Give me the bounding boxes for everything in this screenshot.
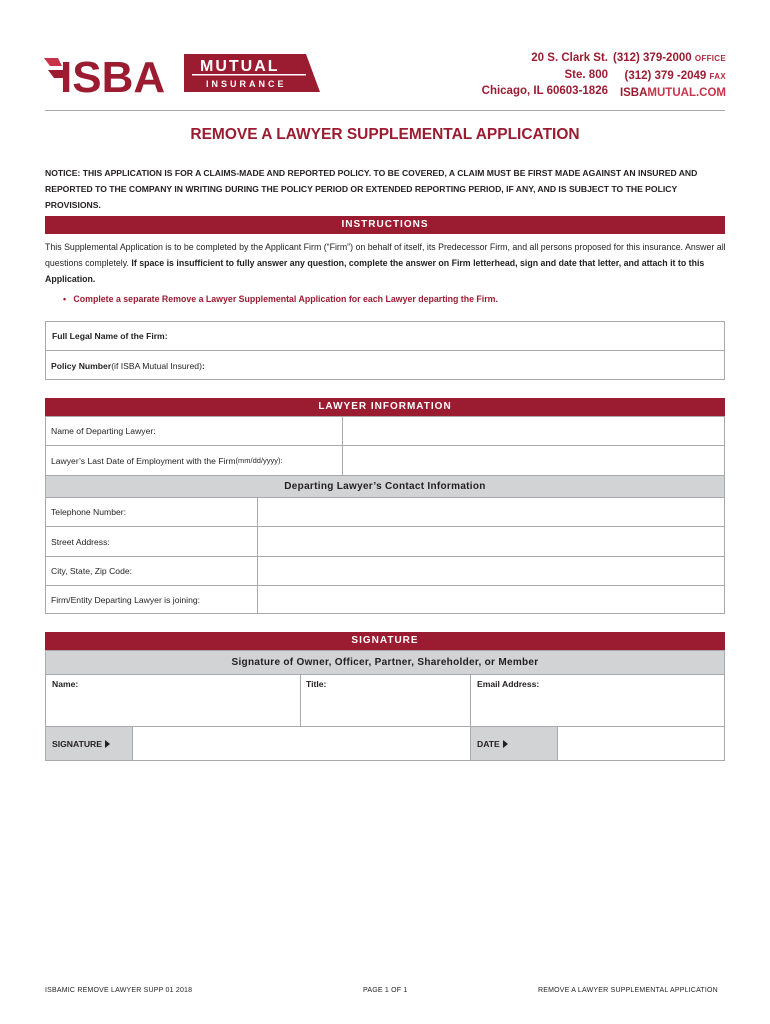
signature-label xyxy=(52,739,110,749)
contact-subheader: Departing Lawyer’s Contact Information xyxy=(284,481,486,492)
firm-joining-label: Firm/Entity Departing Lawyer is joining: xyxy=(51,595,201,605)
signature-header: SIGNATURE xyxy=(45,632,725,650)
policy-number-label xyxy=(45,351,205,380)
fax-tag: FAX xyxy=(709,71,726,81)
instructions-bold-text: If space is insufficient to fully answer any question, complete the answer on Firm letterhead, sign and date that letter, and attach it to this Application. xyxy=(45,258,705,284)
policy-number-hint: (if ISBA Mutual Insured) xyxy=(111,360,202,371)
footer-form-code: ISBAMIC REMOVE LAWYER SUPP 01 2018 xyxy=(45,987,193,994)
office-line xyxy=(604,50,726,68)
sig-title-label: Title: xyxy=(306,679,327,689)
arrow-right-icon xyxy=(503,740,508,748)
footer-page-number: PAGE 1 OF 1 xyxy=(363,987,408,994)
sig-email-label: Email Address: xyxy=(477,679,540,689)
departing-lawyer-label: Name of Departing Lawyer: xyxy=(51,425,156,436)
address-street: 20 S. Clark St. xyxy=(531,52,608,64)
instructions-text: This Supplemental Application is to be completed by the Applicant Firm (“Firm”) on behalf of itself, its Predecessor Firm, and all persons proposed for this insurance. Answer all questions completely. xyxy=(45,242,726,268)
sig-name-label: Name: xyxy=(52,679,79,689)
last-date-hint: (mm/dd/yyyy): xyxy=(235,456,283,465)
city-label: City, State, Zip Code: xyxy=(51,566,133,576)
last-date-input[interactable] xyxy=(343,446,724,475)
firm-name-label: Full Legal Name of the Firm: xyxy=(52,331,168,341)
address-city: Chicago, IL 60603-1826 xyxy=(481,85,608,97)
street-label: Street Address: xyxy=(51,536,110,547)
sig-name-input[interactable] xyxy=(46,690,300,726)
page-title: REMOVE A LAWYER SUPPLEMENTAL APPLICATION xyxy=(190,126,580,143)
city-input[interactable] xyxy=(258,557,724,585)
fax-phone: (312) 379 -2049 xyxy=(624,69,707,82)
sig-title-input[interactable] xyxy=(301,690,470,726)
signature-input[interactable] xyxy=(133,727,470,760)
policy-number-colon: : xyxy=(201,360,205,371)
address-suite: Ste. 800 xyxy=(564,68,608,81)
sig-divider-0 xyxy=(45,674,725,675)
notice-text: NOTICE: THIS APPLICATION IS FOR A CLAIMS-MADE AND REPORTED POLICY. TO BE COVERED, A CLAIM MUST BE FIRST MADE AGAINST AN INSURED AND REPORTED TO THE COMPANY IN WRITING DURING THE POLICY PERIOD OR EXTENDED REPORTING PERIOD, IF ANY, AND IS SUBJECT TO THE POLICY PROVISIONS. xyxy=(45,168,698,210)
instructions-bullet: • Complete a separate Remove a Lawyer Supplemental Application for each Lawyer departing the Firm. xyxy=(63,294,498,304)
instructions-header: INSTRUCTIONS xyxy=(45,216,725,234)
date-input[interactable] xyxy=(558,727,724,760)
street-input[interactable] xyxy=(258,527,724,556)
signature-subheader: Signature of Owner, Officer, Partner, Shareholder, or Member xyxy=(231,657,539,668)
logo-insurance-text: INSURANCE xyxy=(206,79,287,89)
date-label xyxy=(477,739,508,749)
isba-mutual-logo xyxy=(44,52,320,96)
policy-number-input[interactable] xyxy=(240,351,724,379)
signature-label-text: SIGNATURE xyxy=(52,739,102,749)
office-tag: OFFICE xyxy=(694,54,726,63)
website-bold: ISBA xyxy=(619,87,648,99)
firm-name-input[interactable] xyxy=(190,322,724,350)
telephone-input[interactable] xyxy=(258,498,724,526)
logo-isba-text: ISBA xyxy=(60,53,166,96)
lawyer-info-header: LAWYER INFORMATION xyxy=(45,398,725,416)
contact-block xyxy=(604,50,726,102)
logo-mutual-text: MUTUAL xyxy=(200,58,280,75)
logo-graphic xyxy=(44,52,320,96)
last-date-label xyxy=(45,446,283,475)
instructions-paragraph xyxy=(45,239,727,287)
website-link[interactable] xyxy=(604,85,726,102)
website-rest: MUTUAL.COM xyxy=(647,87,726,99)
fax-line xyxy=(604,68,726,86)
address-block xyxy=(468,50,608,100)
header-divider xyxy=(45,110,725,111)
office-phone: (312) 379-2000 xyxy=(613,52,692,64)
arrow-right-icon xyxy=(105,740,110,748)
firm-joining-input[interactable] xyxy=(258,586,724,614)
telephone-label: Telephone Number: xyxy=(51,507,127,517)
date-label-text: DATE xyxy=(477,739,500,749)
instructions-bullet-text: Complete a separate Remove a Lawyer Supplemental Application for each Lawyer departing the Firm. xyxy=(73,294,498,304)
last-date-label-text: Lawyer’s Last Date of Employment with the Firm xyxy=(51,455,236,466)
footer-doc-title: REMOVE A LAWYER SUPPLEMENTAL APPLICATION xyxy=(538,987,718,994)
departing-lawyer-input[interactable] xyxy=(343,417,724,445)
sig-email-input[interactable] xyxy=(471,690,724,726)
policy-number-bold: Policy Number xyxy=(51,360,112,371)
